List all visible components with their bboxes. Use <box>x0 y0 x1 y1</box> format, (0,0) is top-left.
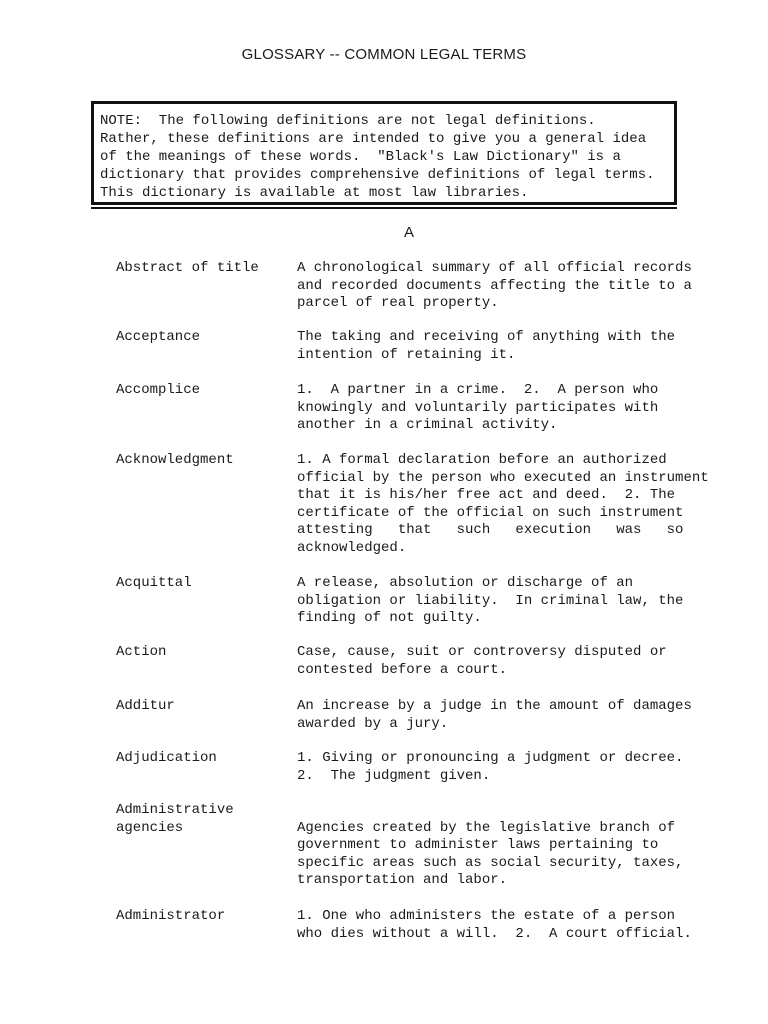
entry-definition: A release, absolution or discharge of an obligation or liability. In criminal law, the finding of not guilty. <box>297 575 684 626</box>
entry-definition: Agencies created by the legislative branch of government to administer laws pertaining to specific areas such as social security, taxes, transportation and labor. <box>297 819 684 888</box>
entry-term: Acknowledgment <box>116 452 234 468</box>
entry-term: Administrator <box>116 908 226 924</box>
entry-definition: 1. A partner in a crime. 2. A person who knowingly and voluntarily participates with another in a criminal activity. <box>297 382 659 433</box>
entry-definition: An increase by a judge in the amount of damages awarded by a jury. <box>297 698 692 732</box>
section-letter: A <box>403 224 414 241</box>
entry-definition: Case, cause, suit or controversy disputed or contested before a court. <box>297 644 667 678</box>
entry-definition: 1. Giving or pronouncing a judgment or decree. 2. The judgment given. <box>297 750 684 784</box>
entry-term: Acquittal <box>116 575 192 591</box>
entry-definition: 1. A formal declaration before an authorized official by the person who executed an instrument that it is his/her free act and deed. 2. The certificate of the official on such instrument attesting that such execution was so acknowledged. <box>297 452 709 556</box>
entry-definition: A chronological summary of all official records and recorded documents affecting the title to a parcel of real property. <box>297 260 692 311</box>
entry-term: Acceptance <box>116 329 201 345</box>
entry-term: Action <box>116 644 167 660</box>
entry-term: Adjudication <box>116 750 217 766</box>
entry-definition: The taking and receiving of anything with the intention of retaining it. <box>297 329 676 363</box>
entry-definition: 1. One who administers the estate of a person who dies without a will. 2. A court official. <box>297 908 692 942</box>
page-title: GLOSSARY -- COMMON LEGAL TERMS <box>241 46 527 63</box>
entry-term: Additur <box>116 698 175 714</box>
entry-term: Administrative agencies <box>116 802 234 836</box>
entry-term: Accomplice <box>116 382 201 398</box>
note-text: NOTE: The following definitions are not legal definitions. Rather, these definitions are intended to give you a general idea of the meanings of these words. "Black's Law Dictionary" is a dictionary that provides comprehensive definitions of legal terms. This dictionary is available at most law libraries. <box>100 113 655 201</box>
entry-term: Abstract of title <box>116 260 259 276</box>
